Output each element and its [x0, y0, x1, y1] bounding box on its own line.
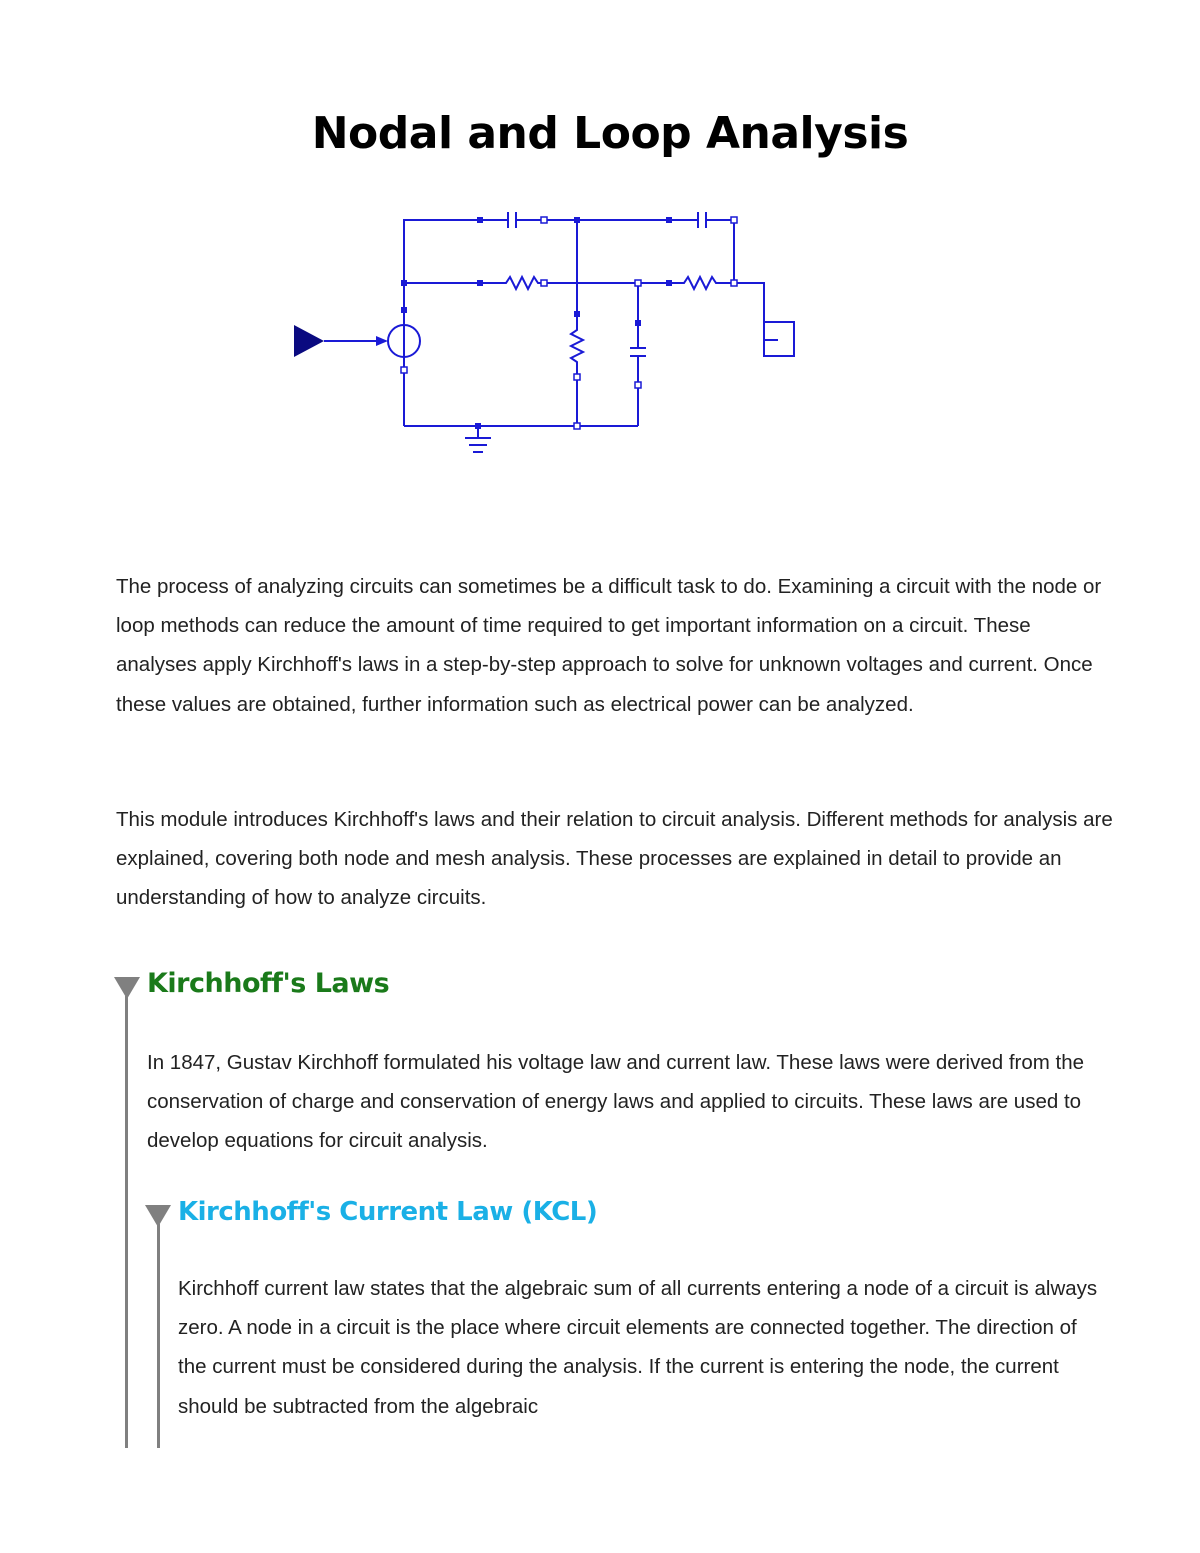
subsection-heading-kcl: Kirchhoff's Current Law (KCL): [178, 1197, 598, 1227]
capacitor-top-right: [698, 212, 706, 228]
output-wire: [734, 283, 764, 322]
circuit-diagram: [280, 200, 820, 470]
intro-paragraph-2: This module introduces Kirchhoff's laws and their relation to circuit analysis. Different methods for analysis are explained, covering both node and mesh analysis. These processes are explained in detail to provide an understanding of how to analyze circuits.: [116, 808, 1113, 910]
top-wire: [404, 220, 480, 283]
capacitor-vertical: [630, 348, 646, 356]
section-guide-line: [125, 996, 128, 1448]
subsection-body-kcl: Kirchhoff current law states that the algebraic sum of all currents entering a node of a circuit is always zero. A node in a circuit is the place where circuit elements are connected together. The direction of the current must be considered during the analysis. If the current is entering the node, the current should be subtracted from the algebraic: [178, 1277, 1098, 1418]
section-heading-kirchhoffs-laws: Kirchhoff's Laws: [147, 968, 390, 999]
input-signal: [294, 325, 324, 357]
capacitor-top-left: [508, 212, 516, 228]
resistor-mid-left: [480, 277, 544, 289]
intro-paragraph-1: The process of analyzing circuits can sometimes be a difficult task to do. Examining a circuit with the node or loop methods can reduce the amount of time required to get important information on a circuit. These analyses apply Kirchhoff's laws in a step-by-step approach to solve for unknown voltages and current. Once these values are obtained, further information such as electrical power can be analyzed.: [116, 575, 1102, 716]
subsection-guide-line: [157, 1224, 160, 1448]
page-title: Nodal and Loop Analysis: [311, 108, 909, 159]
resistor-vertical: [571, 314, 583, 377]
section-body-kirchhoffs-laws: In 1847, Gustav Kirchhoff formulated his voltage law and current law. These laws were derived from the conservation of charge and conservation of energy laws and applied to circuits. These laws are used to develop equations for circuit analysis.: [147, 1051, 1085, 1153]
resistor-mid-right: [669, 277, 734, 289]
ground: [465, 426, 491, 452]
